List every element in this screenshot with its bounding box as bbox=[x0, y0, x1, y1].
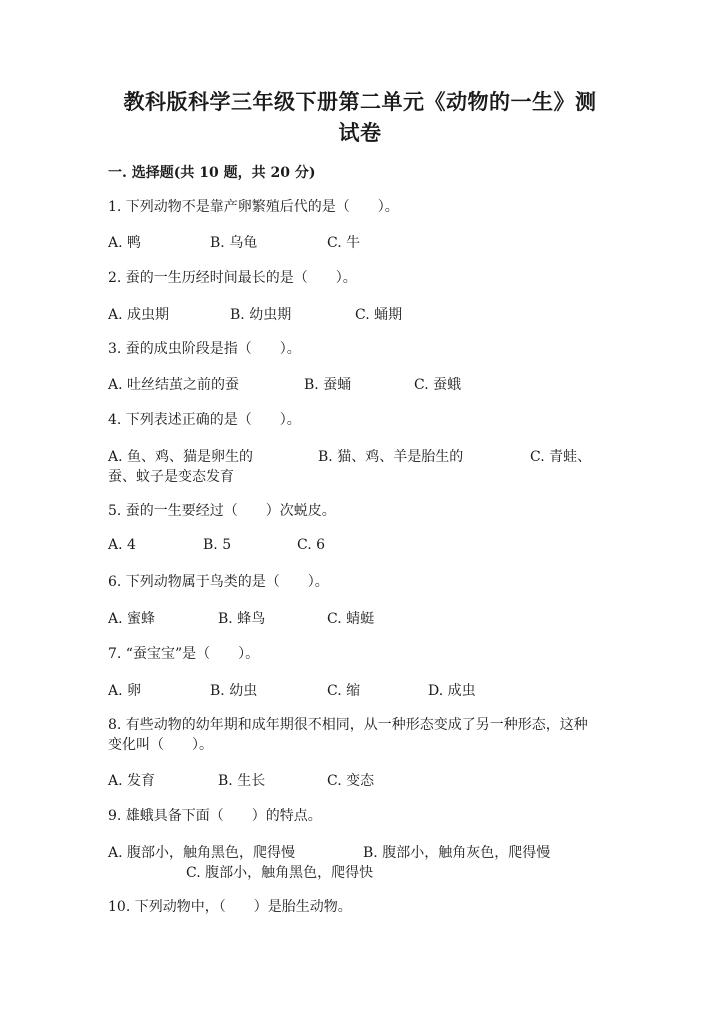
question-9: 9. 雄蛾具备下面（ ）的特点。 bbox=[108, 808, 322, 824]
q7-option-a: A. 卵 bbox=[108, 683, 142, 699]
q4-option-c: C. 青蛙、 bbox=[530, 449, 592, 465]
q8-option-b: B. 生长 bbox=[218, 773, 266, 789]
q9-option-a: A. 腹部小，触角黑色，爬得慢 bbox=[108, 845, 296, 861]
q1-option-b: B. 乌龟 bbox=[210, 235, 258, 251]
q5-option-c: C. 6 bbox=[297, 537, 326, 553]
question-8: 8. 有些动物的幼年期和成年期很不相同，从一种形态变成了另一种形态，这种 bbox=[108, 717, 588, 733]
q6-option-a: A. 蜜蜂 bbox=[108, 611, 156, 627]
question-1: 1. 下列动物不是靠产卵繁殖后代的是（ ）。 bbox=[108, 199, 399, 215]
question-5: 5. 蚕的一生要经过（ ）次蜕皮。 bbox=[108, 503, 336, 519]
q8-option-a: A. 发育 bbox=[108, 773, 156, 789]
question-10: 10. 下列动物中，（ ）是胎生动物。 bbox=[108, 899, 352, 915]
question-8-continued: 变化叫（ ）。 bbox=[108, 737, 213, 753]
q7-option-c: C. 缩 bbox=[327, 683, 361, 699]
page-title bbox=[100, 86, 620, 148]
q2-option-c: C. 蛹期 bbox=[355, 307, 403, 323]
q5-option-a: A. 4 bbox=[108, 537, 136, 553]
q1-option-c: C. 牛 bbox=[327, 235, 361, 251]
question-6: 6. 下列动物属于鸟类的是（ ）。 bbox=[108, 574, 329, 590]
q3-option-b: B. 蚕蛹 bbox=[304, 377, 352, 393]
q4-option-a: A. 鱼、鸡、猫是卵生的 bbox=[108, 449, 254, 465]
title-line-2: 试卷 bbox=[338, 120, 382, 145]
q7-option-d: D. 成虫 bbox=[428, 683, 476, 699]
q6-option-b: B. 蜂鸟 bbox=[218, 611, 266, 627]
q9-option-b: B. 腹部小，触角灰色，爬得慢 bbox=[363, 845, 551, 861]
section-heading: 一. 选择题(共 10 题，共 20 分) bbox=[108, 165, 316, 181]
q6-option-c: C. 蜻蜓 bbox=[327, 611, 375, 627]
q5-option-b: B. 5 bbox=[203, 537, 232, 553]
q3-option-a: A. 吐丝结茧之前的蚕 bbox=[108, 377, 240, 393]
q9-option-c: C. 腹部小，触角黑色，爬得快 bbox=[186, 865, 374, 881]
q2-option-a: A. 成虫期 bbox=[108, 307, 170, 323]
q3-option-c: C. 蚕蛾 bbox=[414, 377, 462, 393]
title-line-1: 教科版科学三年级下册第二单元《动物的一生》测 bbox=[123, 89, 597, 114]
question-7: 7. “蚕宝宝”是（ ）。 bbox=[108, 646, 260, 662]
question-4: 4. 下列表述正确的是（ ）。 bbox=[108, 412, 301, 428]
question-2: 2. 蚕的一生历经时间最长的是（ ）。 bbox=[108, 270, 357, 286]
q8-option-c: C. 变态 bbox=[327, 773, 375, 789]
q2-option-b: B. 幼虫期 bbox=[230, 307, 292, 323]
q4-option-c-continued: 蚕、蚊子是变态发育 bbox=[108, 469, 234, 485]
q4-option-b: B. 猫、鸡、羊是胎生的 bbox=[318, 449, 464, 465]
question-3: 3. 蚕的成虫阶段是指（ ）。 bbox=[108, 341, 301, 357]
q1-option-a: A. 鸭 bbox=[108, 235, 142, 251]
q7-option-b: B. 幼虫 bbox=[210, 683, 258, 699]
